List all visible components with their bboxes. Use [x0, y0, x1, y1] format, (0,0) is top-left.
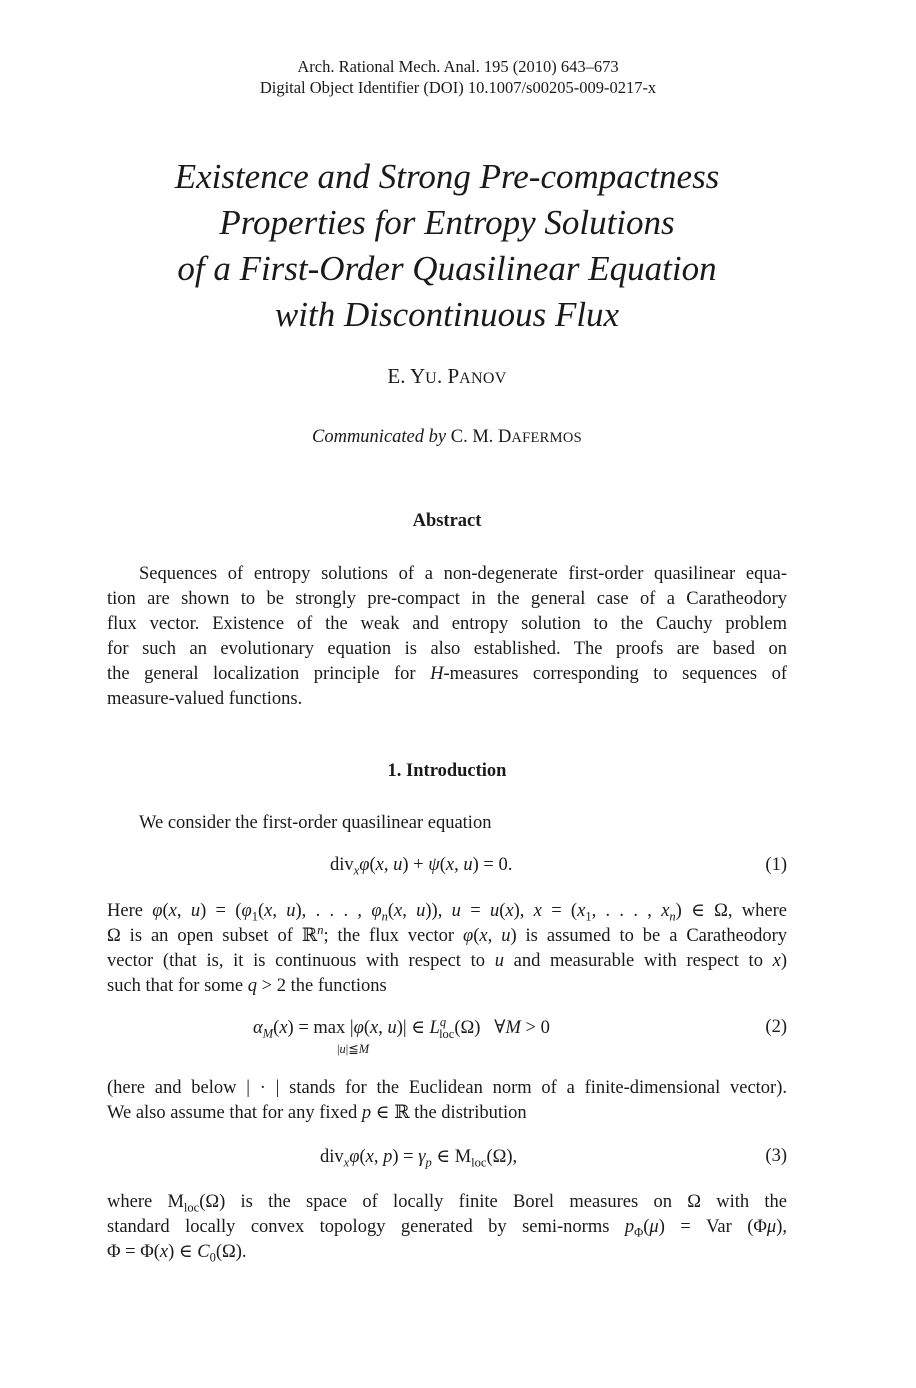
intro-paragraph-3 — [107, 1076, 787, 1126]
communicator-name: C. M. D — [450, 427, 512, 447]
intro-line: (here and below | · | stands for the Euclidean norm of a finite-dimensional vector). — [107, 1078, 787, 1098]
intro-line: such that for some q > 2 the functions — [107, 976, 387, 996]
journal-citation: Arch. Rational Mech. Anal. 195 (2010) 643–673 — [297, 57, 619, 76]
author-text: . P — [436, 364, 460, 388]
abstract-line: flux vector. Existence of the weak and entropy solution to the Cauchy problem — [107, 614, 787, 634]
title-line: with Discontinuous Flux — [274, 295, 620, 334]
intro-text: the distribution — [409, 1103, 527, 1123]
equation-3-math: div$_x$φ(x, $p) = \gamma_p$ ∈ $M_{loc}(\Omega)$, — [320, 1147, 518, 1170]
abstract-line — [107, 662, 787, 687]
intro-text: We also assume that for any fixed — [107, 1103, 362, 1123]
author — [0, 364, 894, 389]
equation-2-subscript: |u|≦M — [337, 1042, 370, 1056]
intro-paragraph-2 — [107, 899, 787, 999]
equation-2-number: (2) — [765, 1017, 787, 1037]
abstract-text: the general localization principle for — [107, 664, 431, 684]
equation-1-math: div$_x$φ(x, u) + ψ(x, u) = 0. — [330, 855, 513, 878]
title-line: of a First-Order Quasilinear Equation — [177, 249, 717, 288]
author-text: ANOV — [459, 370, 507, 387]
communicated-by — [0, 427, 894, 448]
title-line: Existence and Strong Pre-compactness — [174, 157, 720, 196]
equation-2-math: $\alpha_M(x) = \max |\varphi(x$, u)| ∈ $L^q_{loc}(\Omega)$ ∀M > 0 — [253, 1014, 550, 1041]
title-line: Properties for Entropy Solutions — [219, 203, 675, 242]
abstract-heading: Abstract — [412, 511, 482, 531]
abstract-line: Sequences of entropy solutions of a non-degenerate first-order quasilinear equa- — [139, 564, 787, 584]
author-text: U — [425, 370, 437, 387]
equation-3-number: (3) — [765, 1146, 787, 1166]
abstract-line: tion are shown to be strongly pre-compact in the general case of a Caratheodory — [107, 589, 787, 609]
intro-line: vector (that is, it is continuous with respect to u and measurable with respect to x) — [107, 951, 788, 971]
abstract-text: -measures corresponding to sequences of — [443, 664, 788, 684]
abstract-line: for such an evolutionary equation is also established. The proofs are based on — [107, 639, 787, 659]
paper-title — [0, 154, 894, 338]
intro-line: Here φ(x, $u) = (\varphi_1(x$, u), . . . , $\varphi_n(x$, u)), u = u(x), $x = (x_1$, . . . , $x_n$) ∈ Ω, where — [107, 901, 787, 924]
intro-line: standard locally convex topology generated by semi-norms $p_\Phi(\mu)$ = Var (Φμ), — [107, 1217, 787, 1240]
communicated-label: Communicated by — [312, 427, 447, 447]
intro-line: Φ = Φ(x) ∈ $C_0(\Omega)$. — [107, 1242, 247, 1265]
doi-line: Digital Object Identifier (DOI) 10.1007/s00205-009-0217-x — [259, 78, 657, 97]
communicator-name: AFERMOS — [511, 430, 582, 446]
equation-3 — [107, 1146, 787, 1172]
equation-2 — [107, 1014, 787, 1061]
journal-header — [0, 56, 916, 98]
intro-line: We consider the first-order quasilinear equation — [139, 813, 492, 833]
equation-1-number: (1) — [765, 855, 787, 875]
intro-line: We also assume that for any fixed p ∈ ℝ the distribution — [107, 1103, 527, 1123]
intro-paragraph-4 — [107, 1190, 787, 1265]
intro-paragraph-1 — [107, 811, 787, 836]
abstract-body — [107, 562, 787, 712]
equation-1 — [107, 855, 787, 881]
intro-line: Ω is an open subset of ℝ$^n$; the flux vector φ(x, u) is assumed to be a Caratheodory — [107, 922, 788, 946]
abstract-line: measure-valued functions. — [107, 689, 303, 709]
section-heading-introduction: 1. Introduction — [387, 761, 507, 781]
intro-line: where $M_{loc}(\Omega)$ is the space of locally finite Borel measures on Ω with the — [107, 1192, 787, 1215]
author-text: E. Y — [387, 364, 426, 388]
abstract-variable: H — [430, 664, 444, 684]
